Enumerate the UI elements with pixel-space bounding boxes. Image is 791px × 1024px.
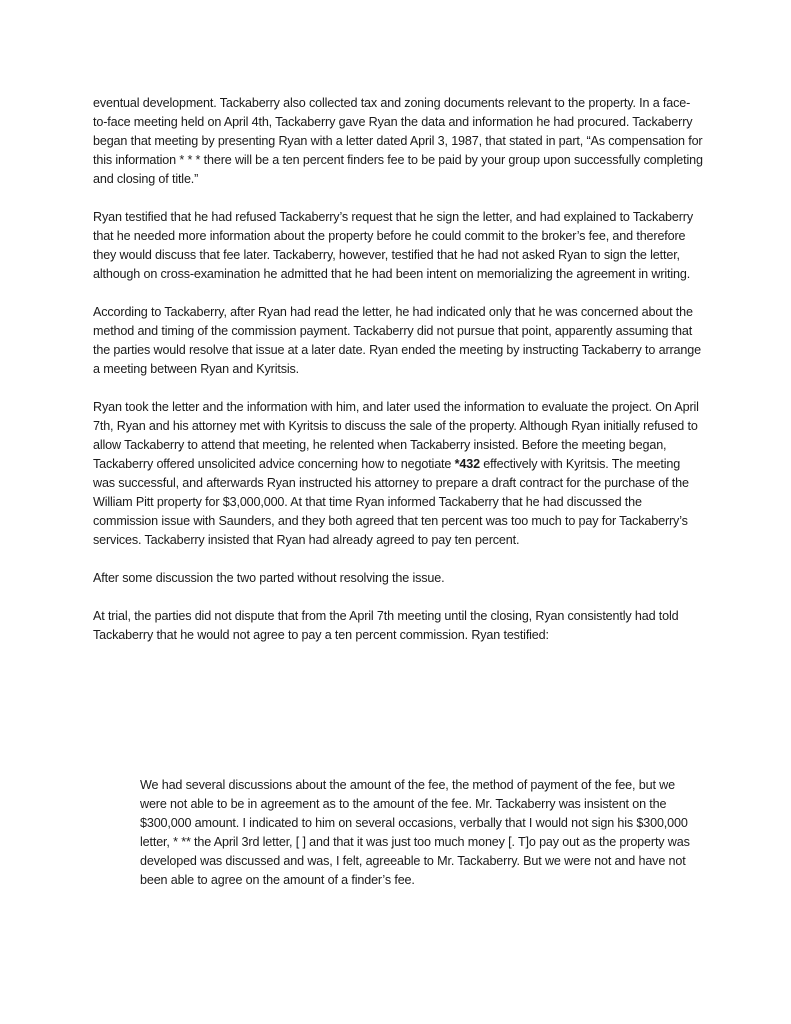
paragraph-1: eventual development. Tackaberry also collected tax and zoning documents relevant to the property. In a face-to-face meeting held on April 4th, Tackaberry gave Ryan the data and information he had procured. Tackaberry began that meeting by presenting Ryan with a letter dated April 3, 1987, that stated in part, “As compensation for this information * * * there will be a ten percent finders fee to be paid by your group upon successfully completing and closing of title.” bbox=[93, 96, 703, 186]
page-reference: *432 bbox=[454, 457, 480, 471]
paragraph-5: After some discussion the two parted without resolving the issue. bbox=[93, 571, 445, 585]
paragraph-4-part-1: Ryan took the letter and the information with him, and later used the information to evaluate the project. On April 7th, Ryan and his attorney met with Kyritsis to discuss the sale of the property. Although Ryan initially refused to allow Tackaberry to attend that meeting, he relented when Tackaberry insisted. Before the meeting began, Tackaberry offered unsolicited advice concerning how to negotiate bbox=[93, 400, 699, 471]
paragraph-4 bbox=[93, 398, 703, 550]
block-quote: We had several discussions about the amount of the fee, the method of payment of the fee, but we were not able to be in agreement as to the amount of the fee. Mr. Tackaberry was insistent on the $300,000 amount. I indicated to him on several occasions, verbally that I would not sign his $300,000 letter, * ** the April 3rd letter, [ ] and that it was just too much money [. T]o pay out as the property was developed was discussed and was, I felt, agreeable to Mr. Tackaberry. But we were not and have not been able to agree on the amount of a finder’s fee. bbox=[140, 778, 690, 887]
paragraph-2: Ryan testified that he had refused Tackaberry’s request that he sign the letter, and had explained to Tackaberry that he needed more information about the property before he could commit to the broker’s fee, and therefore they would discuss that fee later. Tackaberry, however, testified that he had not asked Ryan to sign the letter, although on cross-examination he admitted that he had been intent on memorializing the agreement in writing. bbox=[93, 210, 693, 281]
paragraph-6: At trial, the parties did not dispute that from the April 7th meeting until the closing, Ryan consistently had told Tackaberry that he would not agree to pay a ten percent commission. Ryan testified: bbox=[93, 609, 679, 642]
paragraph-3: According to Tackaberry, after Ryan had read the letter, he had indicated only that he was concerned about the method and timing of the commission payment. Tackaberry did not pursue that point, apparently assuming that the parties would resolve that issue at a later date. Ryan ended the meeting by instructing Tackaberry to arrange a meeting between Ryan and Kyritsis. bbox=[93, 305, 701, 376]
paragraph-4-part-2: effectively with Kyritsis. The meeting was successful, and afterwards Ryan instructed his attorney to prepare a draft contract for the purchase of the William Pitt property for $3,000,000. At that time Ryan informed Tackaberry that he had discussed the commission issue with Saunders, and they both agreed that ten percent was too much to pay for Tackaberry’s services. Tackaberry insisted that Ryan had already agreed to pay ten percent. bbox=[93, 457, 689, 547]
body-text bbox=[93, 94, 703, 664]
